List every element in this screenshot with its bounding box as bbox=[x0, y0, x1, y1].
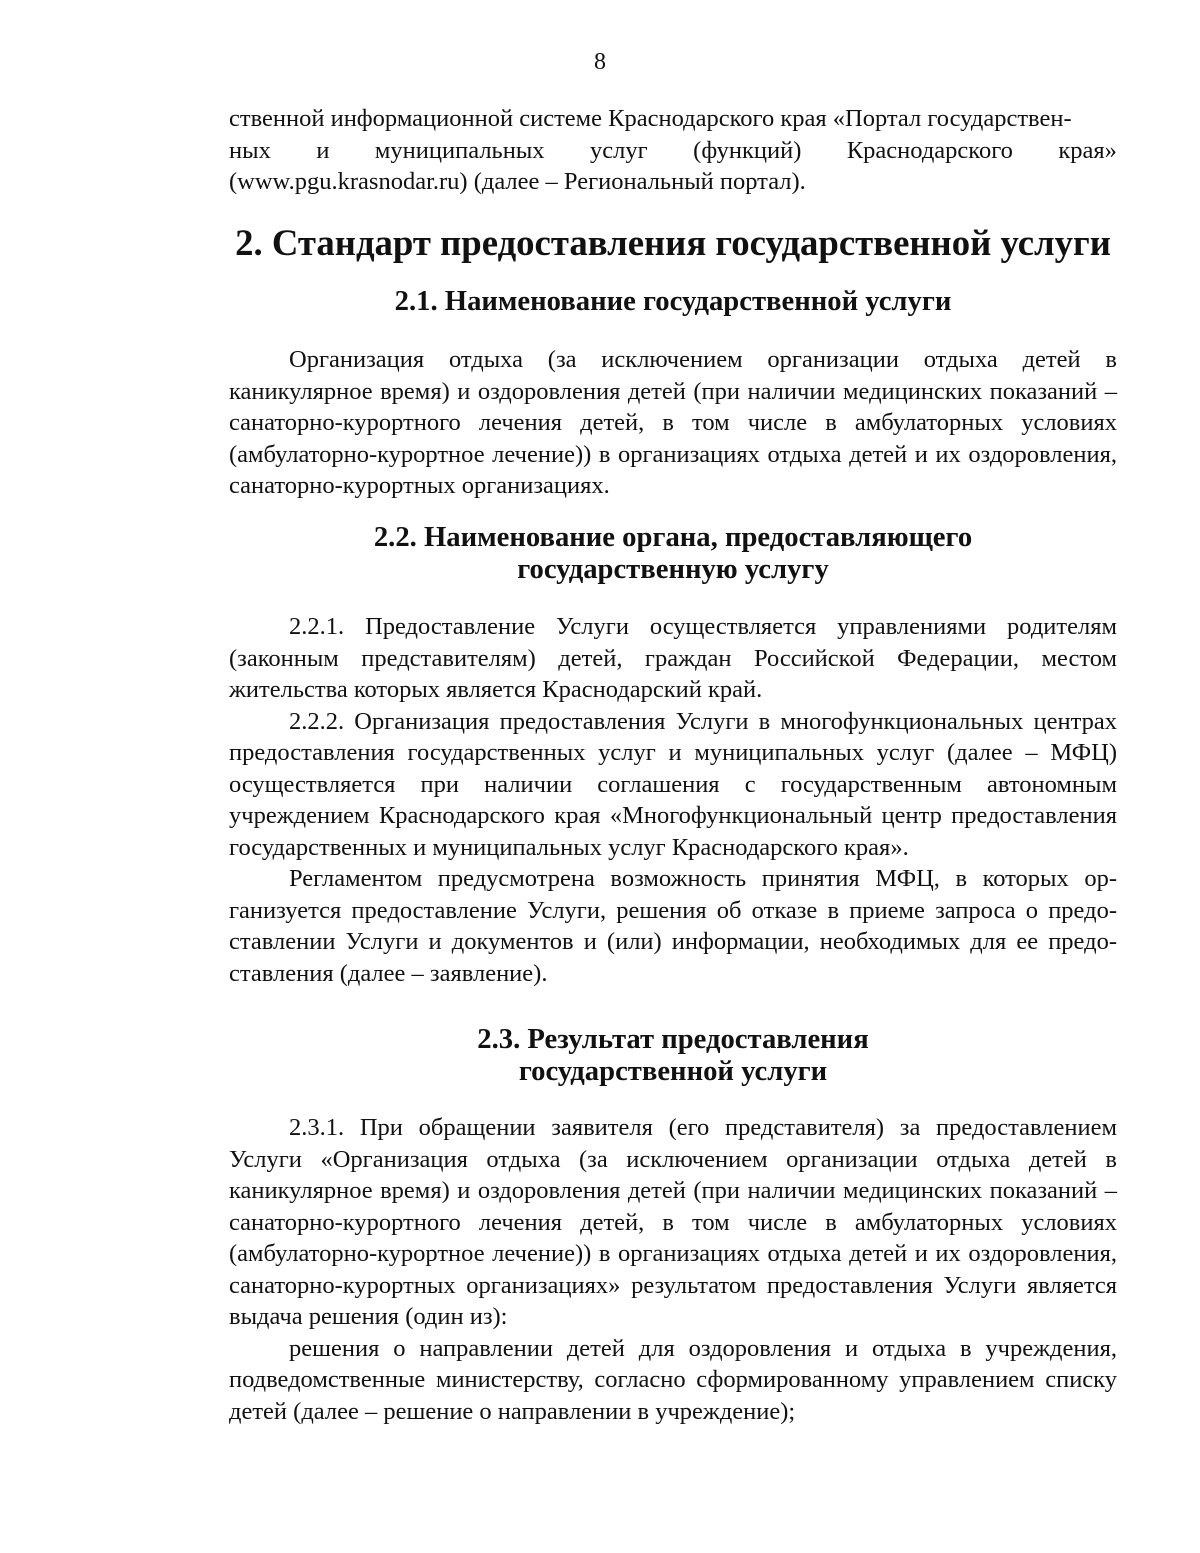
section-2-1-paragraph: Организация отдыха (за исключением организации отдыха детей в каникулярное время) и оздоровления детей (при наличии медицинских показаний – санаторно-курортного лечения детей, в том числе в амбулаторных условиях (амбулаторно-курортное лечение)) в организациях отдыха детей и их оздоровления, санаторно-курортных организациях. bbox=[229, 346, 1117, 499]
section-2-2-body bbox=[229, 611, 1117, 989]
section-2-2-heading-line-2: государственную услугу bbox=[517, 552, 829, 585]
section-2-3-heading-line-1: 2.3. Результат предоставления bbox=[477, 1023, 869, 1055]
intro-line-1: ственной информационной системе Краснодарского края «Портал государствен- bbox=[229, 105, 1072, 132]
section-2-3-heading-line-2: государственной услуги bbox=[518, 1054, 828, 1087]
intro-line-2-word: края» bbox=[1058, 136, 1117, 164]
intro-line-2-word: Краснодарского bbox=[846, 136, 1013, 164]
section-2-3-heading bbox=[229, 1024, 1117, 1087]
page-number: 8 bbox=[594, 49, 606, 75]
section-2-2-heading-line-1: 2.2. Наименование органа, предоставляющего bbox=[373, 521, 973, 553]
intro-line-2-word: муниципальных bbox=[374, 136, 545, 164]
section-2-1-heading: 2.1. Наименование государственной услуги bbox=[394, 285, 952, 317]
intro-paragraph bbox=[229, 103, 1117, 198]
paragraph-2-2-1: 2.2.1. Предоставление Услуги осуществляется управлениями родителям (законным представителям) детей, граждан Российской Федерации, местом жительства которых является Краснодарский край. bbox=[229, 613, 1117, 703]
section-2-heading: 2. Стандарт предоставления государственной услуги bbox=[235, 222, 1111, 263]
section-2-1-body bbox=[229, 344, 1117, 502]
intro-line-3: (www.pgu.krasnodar.ru) (далее – Региональный портал). bbox=[229, 168, 806, 195]
intro-line-2-word: (функций) bbox=[693, 136, 802, 164]
paragraph-2-2-regulation: Регламентом предусмотрена возможность принятия МФЦ, в которых организуется предоставление Услуги, решения об отказе в приеме запроса о предоставлении Услуги и документов и (или) информации, необходимых для ее предоставления (далее – заявление). bbox=[229, 865, 1117, 987]
paragraph-2-3-1: 2.3.1. При обращении заявителя (его представителя) за предоставлением Услуги «Организация отдыха (за исключением организации отдыха детей в каникулярное время) и оздоровления детей (при наличии медицинских показаний – санаторно-курортного лечения детей, в том числе в амбулаторных условиях (амбулаторно-курортное лечение)) в организациях отдыха детей и их оздоровления, санаторно-курортных организациях» результатом предоставления Услуги является выдача решения (один из): bbox=[229, 1114, 1117, 1330]
intro-line-2-word: ных bbox=[229, 136, 271, 164]
section-2-2-heading bbox=[229, 522, 1117, 585]
section-2-3-body bbox=[229, 1112, 1117, 1427]
intro-line-2 bbox=[229, 135, 1117, 167]
paragraph-decision-referral: решения о направлении детей для оздоровления и отдыха в учреждения, подведомственные министерству, согласно сформированному управлением списку детей (далее – решение о направлении в учреждение); bbox=[229, 1334, 1117, 1425]
intro-line-2-word: и bbox=[316, 136, 330, 164]
intro-line-2-word: услуг bbox=[590, 136, 648, 164]
paragraph-2-2-2: 2.2.2. Организация предоставления Услуги в многофункциональных центрах предоставления государственных услуг и муниципальных услуг (далее – МФЦ) осуществляется при наличии соглашения с государственным автономным учреждением Краснодарского края «Многофункциональный центр предоставления государственных и муниципальных услуг Краснодарского края». bbox=[229, 707, 1117, 861]
